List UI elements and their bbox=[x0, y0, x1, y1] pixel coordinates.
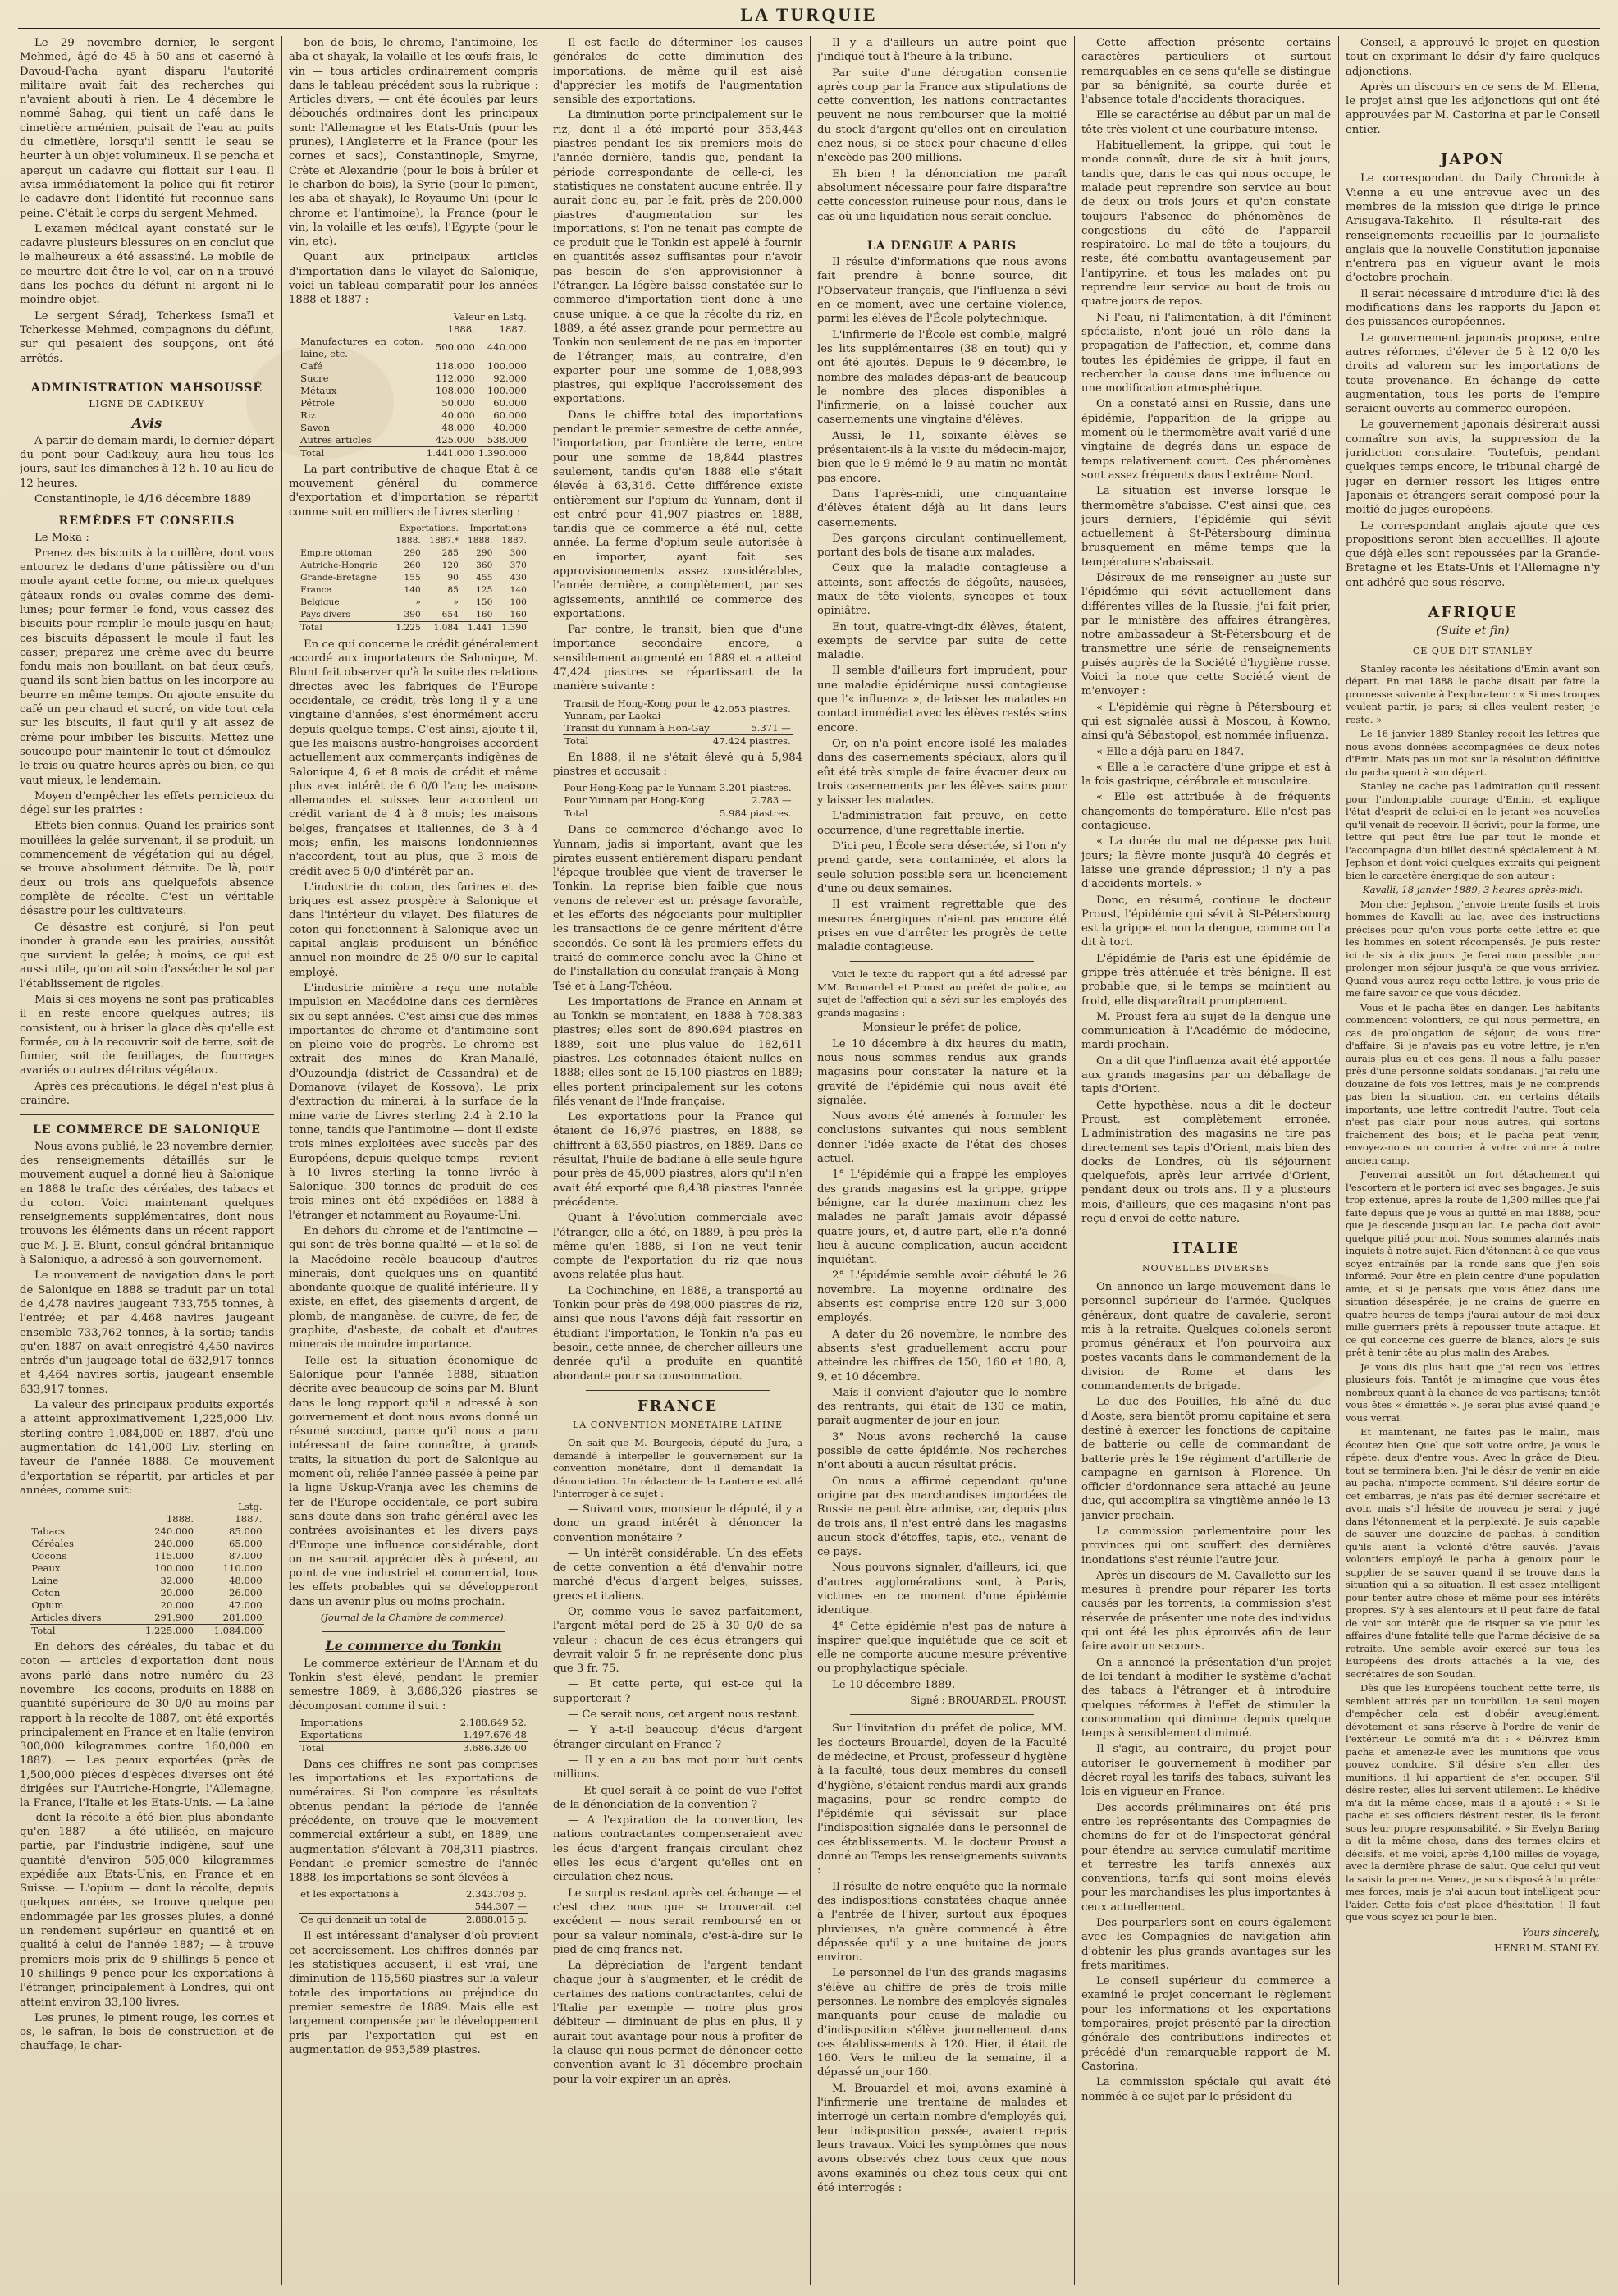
article-paragraph: Il y a d'ailleurs un autre point que j'indiqué tout à l'heure à la tribune. bbox=[817, 37, 1067, 64]
article-paragraph: On a dit que l'influenza avait été apportée aux grands magasins par un déballage de tapis d'Orient. bbox=[1081, 1054, 1331, 1096]
column-5 bbox=[1081, 36, 1331, 2281]
article-paragraph: « L'épidémie qui règne à Pétersbourg et qui est signalée aussi à Moscou, à Kowno, ainsi qu'à Sébastopol, est nommée influenza. bbox=[1081, 701, 1331, 743]
article-paragraph: Stanley raconte les hésitations d'Emin avant son départ. En mai 1888 le pacha disait par faire la promesse suivante à l'explorateur : « Si mes troupes veulent partir, je pars; si elles veulent rester, je reste. » bbox=[1346, 662, 1600, 725]
article-paragraph: Le gouvernement japonais propose, entre autres réformes, d'élever de 5 à 12 0/0 les droits ad valorem sur les importations de toute provenance. En échange de cette augmentation, tous les ports de l'empire seraient ouverts au commerce européen. bbox=[1346, 332, 1600, 416]
article-paragraph: Le gouvernement japonais désirerait aussi connaître son avis, la suppression de la juridiction consulaire. Toutefois, pendant quelques temps encore, le tribunal chargé de juger en dernier ressort les litiges entre Japonais et étrangers serait composé pour la moitié de juges européens. bbox=[1346, 418, 1600, 517]
article-paragraph: On a constaté ainsi en Russie, dans une épidémie, l'apparition de la grippe au moment où le thermomètre avait varié d'une vingtaine de degrés dans un espace de temps relativement court. Ces phénomènes sont assez fréquents dans l'extrême Nord. bbox=[1081, 398, 1331, 482]
article-paragraph: Nous avons été amenés à formuler les conclusions suivantes qui nous semblent donner l'idée exacte de l'état des choses actuel. bbox=[817, 1110, 1067, 1166]
article-paragraph: Quant à l'évolution commerciale avec l'étranger, elle a été, en 1889, à peu près la même qu'en 1888, si l'on ne veut tenir compte de l'exportation du riz que nous avons relatée plus haut. bbox=[553, 1212, 802, 1282]
table-total-row: Total 1.225 1.084 1.441 1.390 bbox=[300, 622, 527, 633]
table-total-row: Total 3.686.326 00 bbox=[300, 1741, 527, 1754]
article-paragraph: Il s'agit, au contraire, du projet pour autoriser le gouvernement à modifier par décret royal les tarifs des tabacs, suivant les lois en vigueur en France. bbox=[1081, 1743, 1331, 1799]
article-paragraph: Mon cher Jephson, j'envoie trente fusils et trois hommes de Kavalli au lac, avec des instructions précises pour qu'on vous porte cette lettre et que les hommes en soient récompensés. Je puis rester ici de six à dix jours. Je ferai mon possible pour prolonger mon séjour jusqu'à ce que vous arriviez. Quand vous aurez reçu cette lettre, je vous prie de me faire savoir ce que vous décidez. bbox=[1346, 898, 1600, 999]
article-paragraph: Telle est la situation économique de Salonique pour l'année 1888, situation décrite avec beaucoup de soins par M. Blunt dans le long rapport qu'il a adressé à son gouvernement et dont nous avons donné un résumé succinct, parce qu'il nous a paru intéressant de faire connaître, à grands traits, la situation du port de Salonique au moment où, reliée l'année passée à peine par la ligne Uskup-Vranja avec les chemins de fer de l'Europe occidentale, ce port subira sans doute dans son trafic général avec les contrées avoisinantes et les divers pays d'Europe une influence considérable, dont on ne saurait apprécier dès à présent, au point de vue industriel et commercial, tous les effets probables qui se développeront dans un avenir plus ou moins prochain. bbox=[289, 1354, 538, 1608]
section-heading: AFRIQUE bbox=[1428, 603, 1518, 621]
article-paragraph: La commission parlementaire pour les provinces qui ont souffert des dernières inondations s'est réunie l'autre jour. bbox=[1081, 1525, 1331, 1566]
article-paragraph: — Et cette perte, qui est-ce qui la supporterait ? bbox=[553, 1678, 802, 1705]
article-paragraph: Ceux que la maladie contagieuse a atteints, sont affectés de dégoûts, nausées, maux de tête violents, syncopes et toux opiniâtre. bbox=[817, 562, 1067, 618]
table-total-row: Total 5.984 piastres. bbox=[564, 807, 792, 820]
table-row: Opium 20.000 47.000 bbox=[31, 1599, 263, 1612]
article-paragraph: Le personnel de l'un des grands magasins s'élève au chiffre de près de trois mille personnes. Le nombre des employés signalés manquants pour cause de maladie ou d'indisposition s'élève journellement dans ces établissements à 120. Hier, il était de 160. Vers le milieu de la semaine, il a dépassé un jour 160. bbox=[817, 1967, 1067, 2079]
article-paragraph: La Cochinchine, en 1888, a transporté au Tonkin pour près de 498,000 piastres de riz, ainsi que nous l'avons déjà fait ressortir en étudiant l'importation, le Tonkin n'a pas eu besoin, cette année, de chercher ailleurs une denrée qu'il a produite en quantité abondante pour sa consommation. bbox=[553, 1284, 802, 1383]
table-total-row: Total 1.441.000 1.390.000 bbox=[300, 446, 527, 459]
article-paragraph: Effets bien connus. Quand les prairies sont mouillées la gelée survenant, il se produit, un commencement de végétation qui au dégel, se trouve absolument détruite. De là, pour deux ou trois ans quelquefois absence complète de récolte. C'est un véritable désastre pour les cultivateurs. bbox=[20, 820, 274, 918]
article-paragraph: « Elle a déjà paru en 1847. bbox=[1096, 745, 1245, 758]
letter-closing: Yours sincerely, bbox=[1522, 1926, 1600, 1938]
article-paragraph: — Ce serait nous, cet argent nous restant. bbox=[568, 1708, 800, 1722]
article-paragraph: Vous et le pacha êtes en danger. Les habitants commencent volontiers, ce qui nous permettra, en cas de prolongation de séjour, de vous tirer d'affaire. Si je n'avais pas eu votre lettre, je n'en aurais plus eu et ces gens. Il nous a fallu passer près d'une personne soldats sondanais. J'ai relu une douzaine de fois vos lettres, mais je ne comprends pas bien la situation, car, en certains détails importants, une lettre contredit l'autre. Tout cela n'est pas clair pour nous autres, qui sortons fraîchement des bois; et le pacha peut venir, envoyez-nous un courrier à votre voiture à notre ancien camp. bbox=[1346, 1001, 1600, 1166]
column-6 bbox=[1346, 36, 1600, 2281]
article-paragraph: Mais il convient d'ajouter que le nombre des rentrants, qui était de 130 ce matin, paraît augmenter de jour en jour. bbox=[817, 1386, 1067, 1428]
article-paragraph: On annonce un large mouvement dans le personnel supérieur de l'armée. Quelques généraux, dont quatre de cavalerie, seront mis à la retraite. Quelques colonels seront promus généraux et l'on pourvoira aux postes vacants dans le commandement de la division de Rome et dans les commandements de brigade. bbox=[1081, 1280, 1331, 1393]
section-subheading: LA CONVENTION MONÉTAIRE LATINE bbox=[573, 1420, 783, 1431]
article-paragraph: Conseil, a approuvé le projet en question tout en exprimant le désir d'y faire quelques adjonctions. bbox=[1346, 37, 1600, 78]
table-row: Articles divers 291.900 281.000 bbox=[31, 1612, 263, 1624]
article-paragraph: On nous a affirmé cependant qu'une origine par des marchandises importées de Russie ne peut être admise, car, depuis plus de trois ans, il n'est entré dans les magasins aucun stock d'étoffes, tapis, etc., venant de ce pays. bbox=[817, 1475, 1067, 1559]
article-paragraph: Cette affection présente certains caractères particuliers et surtout remarquables en ce sens qu'elle se distingue par sa bénignité, sa courte durée et l'absence totale d'accidents thoraciques. bbox=[1081, 37, 1331, 107]
article-paragraph: — A l'expiration de la convention, les nations contractantes compenseraient avec les écus d'argent français circulant chez elles les écus d'argent qu'elles ont en circulation chez nous. bbox=[553, 1814, 802, 1884]
article-paragraph: Il est intéressant d'analyser d'où provient cet accroissement. Les chiffres donnés par les statistiques accusent, il est vrai, une diminution de 115,560 piastres sur la valeur totale des importations au préjudice du premier semestre de 1889. Mais elle est largement compensée par le développement pris par l'exportation qui est en augmentation de 953,589 piastres. bbox=[289, 1930, 538, 2056]
article-paragraph: En 1888, il ne s'était élevé qu'à 5,984 piastres et accusait : bbox=[553, 751, 802, 778]
article-paragraph: L'industrie du coton, des farines et des briques est assez prospère à Salonique et dans l'intérieur du vilayet. Des filatures de coton qui fonctionnent à Salonique avec un capital anglais produisent un bénéfice annuel non moindre de 25 0/0 sur le capital employé. bbox=[289, 880, 538, 979]
article-paragraph: En tout, quatre-vingt-dix élèves, étaient, exempts de service par suite de cette maladie. bbox=[817, 620, 1067, 662]
article-paragraph: Habituellement, la grippe, qui tout le monde connaît, dure de six à huit jours, tandis que, dans le cas qui nous occupe, le malade peut reprendre son service au bout de deux ou trois jours et qu'on constate toujours l'absence de phénomènes de congestions du côté de l'appareil respiratoire. Le mal de tête a toujours, du reste, été combattu avantageusement par l'antipyrine, et tous les malades ont pu reprendre leur service au bout de trois ou quatre jours de repos. bbox=[1081, 139, 1331, 309]
table-unit: Lstg. bbox=[238, 1501, 263, 1513]
article-paragraph: On a annoncé la présentation d'un projet de loi tendant à modifier le système d'achat des tabacs à l'étranger et à introduire quelques réformes à l'effet de stimuler la consommation qui diminue depuis quelque temps à sensiblement diminué. bbox=[1081, 1656, 1331, 1740]
letter-signature: HENRI M. STANLEY. bbox=[1494, 1942, 1600, 1955]
article-paragraph: « La durée du mal ne dépasse pas huit jours; la fièvre monte jusqu'à 40 degrés et laisse une grande dépression; il n'y a pas d'accidents mortels. » bbox=[1081, 835, 1331, 891]
article-paragraph: Moyen d'empêcher les effets pernicieux du dégel sur les prairies : bbox=[20, 789, 274, 817]
table-row: et les exportations à 2.343.708 p. bbox=[300, 1888, 527, 1900]
table-row: Tabacs 240.000 85.000 bbox=[31, 1525, 263, 1538]
table-row: Transit du Yunnam à Hon-Gay 5.371 — bbox=[564, 721, 791, 734]
article-paragraph: Le 10 décembre à dix heures du matin, nous nous sommes rendus aux grands magasins pour constater la nature et la gravité de l'épidémie qui nous avait été signalée. bbox=[817, 1037, 1067, 1107]
article-paragraph: Le sergent Séradj, Tcherkess Ismaïl et Tcherkesse Mehmed, compagnons du défunt, sur qui pesaient des soupçons, ont été arrêtés. bbox=[20, 309, 274, 365]
article-paragraph: Voici le texte du rapport qui a été adressé par MM. Brouardel et Proust au préfet de police, au sujet de l'affection qui a sévi sur les employés des grands magasins : bbox=[817, 968, 1067, 1018]
article-paragraph: Le correspondant du Daily Chronicle à Vienne a eu une entrevue avec un des membres de la mission que dirige le prince Arisugava-Takehito. Il résulte-rait des renseignements recueillis par le journaliste anglais que la nouvelle Constitution japonaise n'entrera pas en vigueur avant le mois d'octobre prochain. bbox=[1346, 172, 1600, 285]
section-heading: LA DENGUE A PARIS bbox=[866, 239, 1017, 253]
article-paragraph: L'examen médical ayant constaté sur le cadavre plusieurs blessures on en conclut que le malheureux a été assassiné. Le mobile de ce meurtre doit être le vol, car on n'a trouvé dans les poches du défunt ni argent ni le moindre objet. bbox=[20, 222, 274, 307]
table-row: Sucre 112.000 92.000 bbox=[300, 372, 527, 384]
article-paragraph: Dans l'après-midi, une cinquantaine d'élèves étaient déjà au lit dans leurs casernements. bbox=[817, 487, 1067, 529]
article-paragraph: Ce désastre est conjuré, si l'on peut inonder à grande eau les prairies, aussitôt que survient la gelée; à moins, ce qui est aussi utile, qu'on ait soin d'assécher le sol par l'établissement de rigoles. bbox=[20, 921, 274, 990]
article-paragraph: La commission spéciale qui avait été nommée à ce sujet par le président du bbox=[1081, 2076, 1331, 2103]
masthead-rule bbox=[18, 28, 1600, 33]
article-paragraph: Des pourparlers sont en cours également avec les Compagnies de navigation afin d'obtenir les plus grands avantages sur les frets maritimes. bbox=[1081, 1917, 1331, 1972]
column-rule bbox=[1338, 36, 1339, 2285]
article-paragraph: Et maintenant, ne faites pas le malin, mais écoutez bien. Quel que soit votre ordre, je vous le répète, deux d'entre vous. Avec la grâce de Dieu, tout se terminera bien. J'ai le désir de venir en aide au pacha, n'importe comment. S'il désire sortir de cet embarras, je n'ais pas été dernier secrétaire et avoir, mais s'il hésite de nouveau je serai y jugé dans l'étonnement et la perplexité. Je suis capable de sauver une douzaine de pachas, à condition qu'ils aient la volonté d'être sauvés. J'avais volontiers employé le pacha à genoux pour le supplier de se sauver quand il se trouve dans la situation qui a sa situation. Il est assez intelligent pour tenter autre chose et même pour ses intérêts propres. S'y à ses alentours et il peut faire de fatal de voir son intérêt que de risquer sa vie pour les affaires d'une fatalité telle que l'arme décisive de sa retraite. Une semble avoir exercé sur tous les Européens des droits attachés à la vie, des secrétaires de son Soudan. bbox=[1346, 1426, 1600, 1680]
section-heading: JAPON bbox=[1440, 151, 1506, 169]
table-row: France 140 85 125 140 bbox=[300, 584, 527, 595]
section-heading: FRANCE bbox=[637, 1397, 719, 1415]
table-row: Belgique » » 150 100 bbox=[300, 597, 527, 607]
table-row: Autres articles 425.000 538.000 bbox=[300, 433, 527, 446]
article-paragraph: La valeur des principaux produits exportés a atteint approximativement 1,225,000 Liv. sterling contre 1,084,000 en 1887, d'où une augmentation de 141,000 Liv. sterling en faveur de l'année 1888. Ce mouvement d'exportation se répartit, par articles et par années, comme suit: bbox=[20, 1399, 274, 1497]
article-paragraph: Mais si ces moyens ne sont pas praticables il en reste encore quelques autres; ils consistent, ou à briser la glace dès qu'elle est formée, ou à la recouvrir soit de terre, soit de fumier, soit de feuillages, de fourrages avariés ou autres détritus végétaux. bbox=[20, 994, 274, 1077]
column-rule bbox=[1074, 36, 1075, 2285]
article-paragraph: Il résulte d'informations que nous avons fait prendre à bonne source, dit l'Observateur français, que l'influenza a sévi en ce moment, avec une certaine violence, parmi les élèves de l'École polytechnique. bbox=[817, 256, 1067, 326]
article-paragraph: — Y a-t-il beaucoup d'écus d'argent étranger circulant en France ? bbox=[553, 1724, 802, 1751]
section-rule bbox=[322, 1631, 505, 1632]
table-row: Importations 2.188.649 52. bbox=[300, 1716, 527, 1728]
article-paragraph: Il est vraiment regrettable que des mesures énergiques n'aient pas encore été prises en vue d'arrêter les progrès de cette maladie contagieuse. bbox=[817, 899, 1067, 954]
article-paragraph: Les importations de France en Annam et au Tonkin se montaient, en 1888 à 708.383 piastres; elles sont de 890.694 piastres en 1889, soit une plus-value de 182,611 piastres. Les cotonnades étaient nulles en 1888; elles sont de 15,100 piastres en 1889; elles portent principalement sur les cotons filés venant de l'Inde française. bbox=[553, 995, 802, 1108]
article-paragraph: Eh bien ! la dénonciation me paraît absolument nécessaire pour faire disparaître cette concession ruineuse pour nous, dans le cas où une liquidation nous serait conclue. bbox=[817, 167, 1067, 223]
article-paragraph: 2° L'épidémie semble avoir débuté le 26 novembre. La moyenne ordinaire des absents est comprise entre 120 sur 3,000 employés. bbox=[817, 1269, 1067, 1325]
trade-by-country-table: Exportations. Importations 1888. 1887.* 1888. 1887. Empire ottoman 290 285 290 300 Autriche-Hongrie 260 120 360 370 Grande-Bretagne 155 90 455 430 France 140 85 125 140 Belgique » » 150 100 Pays divers 390 654 160 160 Total 1.225 1.084 1.441 1.390 bbox=[300, 523, 527, 633]
article-paragraph: Dans ces chiffres ne sont pas comprises les importations et les exportations de numéraires. Si l'on compare les résultats obtenus pendant la période de l'année précédente, on trouve que le mouvement commercial extérieur a subi, en 1889, une augmentation s'élevant à 708,311 piastres. Pendant le premier semestre de l'année 1888, les importations se sont élevées à bbox=[289, 1758, 538, 1885]
article-paragraph: « Elle est attribuée à de fréquents changements de température. Elle n'est pas contagieuse. bbox=[1081, 791, 1331, 833]
section-subheading: LIGNE DE CADIKEUY bbox=[89, 399, 205, 410]
article-paragraph: Le Moka : bbox=[34, 531, 89, 544]
section-heading: Le commerce du Tonkin bbox=[325, 1638, 502, 1654]
table-row: Laine 32.000 48.000 bbox=[31, 1575, 263, 1587]
masthead bbox=[0, 0, 1618, 33]
article-paragraph: Il résulte de notre enquête que la normale des indispositions constatées chaque année à l'entrée de l'hiver, surtout aux époques pluvieuses, n'a guère commencé à être dépassée qu'il y a une huitaine de jours environ. bbox=[817, 1880, 1067, 1964]
transit-table bbox=[563, 697, 793, 748]
article-paragraph: Des garçons circulant continuellement, portant des bols de tisane aux malades. bbox=[817, 532, 1067, 560]
table-row: Pétrole 50.000 60.000 bbox=[300, 396, 527, 409]
article-paragraph: A dater du 26 novembre, le nombre des absents s'est graduellement accru pour atteindre les chiffres de 150, 160 et 180, 8, 9, et 10 décembre. bbox=[817, 1328, 1067, 1384]
report-signature: Signé : BROUARDEL. PROUST. bbox=[910, 1695, 1067, 1707]
article-paragraph: Le mouvement de navigation dans le port de Salonique en 1888 se traduit par un total de 4,478 navires jaugeant 733,755 tonnes, à l'entrée; et par 4,468 navires jaugeant ensemble 733,762 tonnes, à la sortie; tandis qu'en 1887 on avait enregistré 4,450 navires entrés d'un jaugeage total de 632,917 tonnes et 4,464 navires sortis, jaugeant ensemble 633,917 tonnes. bbox=[20, 1269, 274, 1396]
article-paragraph: L'administration fait preuve, en cette occurrence, d'une regrettable inertie. bbox=[817, 810, 1067, 837]
article-paragraph: Or, on n'a point encore isolé les malades dans des casernements spéciaux, alors qu'il eût été très simple de faire évacuer deux ou trois casernements par les élèves sains pour y laisser les malades. bbox=[817, 737, 1067, 807]
table-row: Coton 20.000 26.000 bbox=[31, 1587, 263, 1599]
column-rule bbox=[810, 36, 811, 2285]
article-paragraph: Il semble d'ailleurs fort imprudent, pour une maladie épidémique aussi contagieuse que l'« influenza », de laisser les malades en contact immédiat avec les élèves restés sains encore. bbox=[817, 665, 1067, 734]
article-paragraph: Les exportations pour la France qui étaient de 16,976 piastres, en 1888, se chiffrent à 63,550 piastres, en 1889. Dans ce résultat, l'huile de badiane à elle seule figure pour près de 45,000 piastres, alors qu'il n'en avait été exporté que 8,438 piastres l'année précédente. bbox=[553, 1111, 802, 1209]
article-paragraph: Le correspondant anglais ajoute que ces propositions seront bien accueillies. Il ajoute que déjà elles sont repoussées par la Grande-Bretagne et les Etats-Unis et l'Allemagne n'y ont adhéré que sous réserve. bbox=[1346, 519, 1600, 589]
column-1 bbox=[20, 36, 274, 2281]
table-row: Autriche-Hongrie 260 120 360 370 bbox=[300, 560, 527, 570]
table-year: 1888. bbox=[166, 1513, 194, 1525]
table-row: 544.307 — bbox=[474, 1900, 527, 1913]
article-paragraph: M. Proust fera au sujet de la dengue une communication à l'Académie de médecine, mardi prochain. bbox=[1081, 1010, 1331, 1052]
section-rule bbox=[20, 1114, 274, 1115]
article-paragraph: M. Brouardel et moi, avons examiné à l'infirmerie une trentaine de malades et interrogé un certain nombre d'employés qui, leur indisposition passée, avaient repris leurs travaux. Voici les symptômes que nous avons observés chez tous ceux que nous avons examinés ou chez tous ceux qui ont été interrogés : bbox=[817, 2082, 1067, 2194]
table-row: Métaux 108.000 100.000 bbox=[300, 384, 527, 396]
article-paragraph: Or, comme vous le savez parfaitement, l'argent métal perd de 25 à 30 0/0 de sa valeur : chacun de ces écus étrangers qui devrait valoir 5 fr. ne représente donc plus que 3 fr. 75. bbox=[553, 1606, 802, 1676]
article-paragraph: « Elle a le caractère d'une grippe et est à la fois gastrique, cérébrale et musculaire. bbox=[1081, 761, 1331, 789]
article-paragraph: Prenez des biscuits à la cuillère, dont vous entourez le dedans d'une pâtissière ou d'un moule ayant cette forme, ou mieux quelques gâteaux ronds ou ovales comme des demi-lunes; pour fermer le fond, vous cassez des biscuits pour remplir le moule jusqu'en haut; ces biscuits dépassent le moule il faut les casser; préparez une crème avec du beurre fondu mais non bouillant, on bat deux œufs, quand ils sont bien battus on les incorpore au beurre en même temps. On ajoute ensuite du café un peu chaud et sucré, on vide tout cela sur les biscuits, il faut qu'il y ait assez de crème pour imbiber les biscuits. Mettez une soucoupe pour maintenir le tout et démoulez-le trois ou quatre heures après ou bien, ce qui vaut mieux, le lendemain. bbox=[20, 547, 274, 787]
article-paragraph: Aussi, le 11, soixante élèves se présentaient-ils à la visite du médecin-major, bien que le 9 mémé le 9 au matin ne montât pas encore. bbox=[817, 429, 1067, 485]
table-row: Grande-Bretagne 155 90 455 430 bbox=[300, 572, 527, 583]
table-row: Manufactures en coton, laine, etc. 500.000 440.000 bbox=[300, 335, 527, 359]
article-paragraph: Donc, en résumé, continue le docteur Proust, l'épidémie qui sévit à St-Pétersbourg est la grippe et non la dengue, comme on l'a dit à tort. bbox=[1081, 894, 1331, 949]
column-2 bbox=[289, 36, 538, 2281]
article-paragraph: Dans ce commerce d'échange avec le Yunnam, jadis si important, avant que les pirates eussent entièrement disparu pendant l'époque troublée que vient de traverser le Tonkin. La reprise bien faible que nous venons de relever est un présage favorable, et les efforts des négociants pour multiplier les transactions de ce genre méritent d'être secondés. Ce sont là les premiers effets du traité de commerce conclu avec la Chine et de l'installation du consulat français à Mong-Tsé et à Lang-Tchéou. bbox=[553, 824, 802, 993]
notice-dateline: Constantinople, le 4/16 décembre 1889 bbox=[34, 492, 252, 505]
article-paragraph: La diminution porte principalement sur le riz, dont il a été importé pour 353,443 piastres pendant les six premiers mois de l'année dernière, tandis que, pendant la période correspondante de celle-ci, les statistiques ne constatent aucune entrée. Il y aurait donc eu, par le fait, près de 200,000 piastres d'augmentation sur les importations, si l'on ne tenait pas compte de ce produit que le Tonkin est appelé à fournir en quantités assez suffisantes pour n'avoir pas besoin de s'en approvisionner à l'étranger. La légère baisse constatée sur le commerce d'importation tient donc à une cause unique, à ce que la récolte du riz, en 1889, a été assez grande pour permettre au Tonkin non seulement de ne pas en importer de l'étranger, mais, au contraire, d'en exporter pour une somme de 1,088,993 piastres, qui explique l'accroissement des exportations. bbox=[553, 109, 802, 406]
section-subheading: NOUVELLES DIVERSES bbox=[1141, 1262, 1271, 1274]
section-heading: LE COMMERCE DE SALONIQUE bbox=[33, 1123, 261, 1137]
table-row: Empire ottoman 290 285 290 300 bbox=[300, 547, 527, 558]
article-paragraph: L'industrie minière a reçu une notable impulsion en Macédoine dans ces dernières six ou sept années. C'est ainsi que des mines importantes de chrome et d'antimoine sont en pleine voie de progrès. Le chrome est extrait des mines de Kran-Mahallé, d'Ouzoundja (district de Cassandra) et de Domanova (vilayet de Kossova). Le prix d'extraction du minerai, à la surface de la mine varie de Livres sterling 2.4 à 2.10 la tonne, tandis que l'antimoine — dont il existe trois mines exploitées avec succès par des Européens, depuis quelque temps — revient à 10 livres sterling la tonne livrée à Salonique. 300 tonnes de produit de ces trois mines ont été expédiées en 1888 à l'étranger et notamment au Royaume-Uni. bbox=[289, 981, 538, 1222]
article-salutation: Monsieur le préfet de police, bbox=[862, 1022, 1022, 1035]
article-paragraph: Ni l'eau, ni l'alimentation, à dit l'éminent spécialiste, n'ont joué un rôle dans la propagation de l'affection, et, comme dans toutes les épidémies de grippe, il faut en rechercher la cause dans une influence ou une modification atmosphérique. bbox=[1081, 311, 1331, 396]
section-heading: REMÈDES ET CONSEILS bbox=[58, 515, 235, 528]
article-paragraph: — Suivant vous, monsieur le député, il y a donc un grand intérêt à dénoncer la convention monétaire ? bbox=[553, 1502, 802, 1544]
article-paragraph: Nous pouvons signaler, d'ailleurs, ici, que d'autres agglomérations sont, à Paris, victimes en ce moment d'une épidémie identique. bbox=[817, 1562, 1067, 1617]
article-paragraph: Le commerce extérieur de l'Annam et du Tonkin s'est élevé, pendant le premier semestre 1889, à 3,686,326 piastres se décomposant comme il suit : bbox=[289, 1657, 538, 1713]
exports-table bbox=[30, 1501, 263, 1637]
article-paragraph: Le 10 décembre 1889. bbox=[832, 1678, 956, 1691]
tonkin-1888-table bbox=[299, 1888, 528, 1926]
article-paragraph: La situation est inverse lorsque le thermomètre s'abaisse. C'est ainsi que, ces jours derniers, l'épidémie qui sévit actuellement à St-Pétersbourg diminua brusquement en même temps que la température s'abaissait. bbox=[1081, 485, 1331, 569]
article-paragraph: 1° L'épidémie qui a frappé les employés des grands magasins est la grippe, grippe bénigne, car la durée maximum chez les malades ne paraît jamais avoir dépassé quatre jours, et, d'autre part, elle n'a donné lieu à aucune complication, aucun accident inquiétant. bbox=[817, 1169, 1067, 1267]
article-paragraph: La part contributive de chaque Etat à ce mouvement général du commerce d'exportation et d'importation se répartit comme suit en milliers de Livres sterling : bbox=[289, 463, 538, 519]
article-paragraph: J'enverrai aussitôt un fort détachement qui l'escortera et le portera ici avec ses bagages. Je suis trop exténué, après la route de 1,300 milles que j'ai faite depuis que je vous ai quitté en mai 1888, pour que je descende jusqu'au lac. Le pacha doit avoir quelque pitié pour moi. Nous sommes alarmés mais inquiets à notre sujet. Rien d'étonnant à ce que vous soyez entraînés par la ronde sans que j'en sois informé. Pour être en plein centre d'une population amie, et si je pensais que vous étiez dans une situation désespérée, je ne crains de guerre en quatre heures de temps j'aurai autour de moi deux mille guerriers prêts à repousser toute attaque. Et ce qui concerne ces guerre de blancs, alors je suis prêt à tenir tête au plus malin des Arabes. bbox=[1346, 1169, 1600, 1359]
table-row: Peaux 100.000 110.000 bbox=[31, 1562, 263, 1575]
article-paragraph: Après un discours en ce sens de M. Ellena, le projet ainsi que les adjonctions qui ont été approuvées par M. Castorina et par le Conseil entier. bbox=[1346, 80, 1600, 136]
article-paragraph: On sait que M. Bourgeois, député du Jura, a demandé à interpeller le gouvernement sur la convention monétaire, dont il demandait la dénonciation. Un rédacteur de la Lanterne est allé l'interroger à ce sujet : bbox=[553, 1437, 802, 1500]
section-heading: ITALIE bbox=[1172, 1240, 1240, 1258]
article-paragraph: Le surplus restant après cet échange — et c'est chez nous que se trouverait cet excédent — nous serait remboursé en or pour sa valeur nominale, c'est-à-dire sur le pied de cinq francs net. bbox=[553, 1887, 802, 1956]
section-rule bbox=[586, 1390, 770, 1391]
article-paragraph: Des accords préliminaires ont été pris entre les représentants des Compagnies de chemins de fer et de l'inspectorat général pour étendre au service cumulatif maritime et terrestre les tarifs annexés aux conventions, tarifs qui sont moins élevés pour les marchandises les plus importantes à ceux actuellement. bbox=[1081, 1801, 1331, 1914]
article-paragraph: — Un intérêt considérable. Un des effets de cette convention a été d'envahir notre marché d'écus d'argent belges, suisses, grecs et italiens. bbox=[553, 1547, 802, 1603]
column-rule bbox=[281, 36, 282, 2285]
article-paragraph: Il serait nécessaire d'introduire d'ici là des modifications dans les rapports du Japon et des puissances européennes. bbox=[1346, 287, 1600, 329]
article-paragraph: Les prunes, le piment rouge, les cornes et os, le safran, le bois de construction et de chauffage, le char- bbox=[20, 2011, 274, 2053]
article-paragraph: — Il y en a au bas mot pour huit cents millions. bbox=[553, 1754, 802, 1781]
transit-1888-table bbox=[562, 782, 793, 820]
article-paragraph: Par contre, le transit, bien que d'une importance secondaire encore, a sensiblement augmenté en 1889 et a atteint 47,424 piastres se répartissant de la manière suivante : bbox=[553, 624, 802, 693]
article-paragraph: L'infirmerie de l'École est comble, malgré les lits supplémentaires (38 en tout) qui y ont été ajoutés. Depuis le 9 décembre, le nombre des malades dépas-ant de beaucoup le nombre des places disponibles à l'infirmerie, on a laissé coucher aux casernements une vingtaine d'élèves. bbox=[817, 328, 1067, 427]
notice-heading: Avis bbox=[131, 415, 162, 432]
article-paragraph: Dans le chiffre total des importations pendant le premier semestre de cette année, l'importation, par frontière de terre, entre pour une somme de 18,844 piastres seulement, tandis qu'en 1888 elle s'était élevée à 63,316. Cette différence existe entièrement sur l'opium du Yunnam, dont il est entré pour 41,907 piastres en 1888, tandis que ce commerce a été nul, cette année. La ferme d'opium seule autorisée à en importer, ayant fait ses approvisionnements assez considérables, l'année dernière, a complètement, par ses agissements, annihilé ce commerce des exportations. bbox=[553, 409, 802, 620]
section-rule bbox=[850, 961, 1034, 962]
article-paragraph: Le conseil supérieur du commerce a examiné le projet concernant le règlement pour les informations et les exportations temporaires, projet présenté par la direction générale des contributions indirectes et précédé d'un remarquable rapport de M. Castorina. bbox=[1081, 1975, 1331, 2073]
section-subheading: CE QUE DIT STANLEY bbox=[1412, 645, 1533, 656]
article-paragraph: Le duc des Pouilles, fils aîné du duc d'Aoste, sera bientôt promu capitaine et sera destiné à exercer les fonctions de capitaine de batterie ou celle de commandant de batterie près le 19e régiment d'artillerie de campagne en garnison à Florence. Un officier d'ordonnance sera attaché au jeune duc, qui accomplira sa vingtième année le 13 janvier prochain. bbox=[1081, 1396, 1331, 1522]
section-heading: ADMINISTRATION MAHSOUSSÉ bbox=[30, 381, 263, 395]
table-row: Transit de Hong-Kong pour le Yunnam, par Laokai 42.053 piastres. bbox=[564, 697, 791, 721]
newspaper-title: LA TURQUIE bbox=[740, 4, 878, 25]
table-row: Pour Hong-Kong par le Yunnam 3.201 piastres. bbox=[564, 782, 792, 794]
article-paragraph: Il est facile de déterminer les causes générales de cette diminution des importations, de même qu'il est aisé d'apprécier les motifs de l'augmentation sensible des exportations. bbox=[553, 37, 802, 107]
article-paragraph: Après ces précautions, le dégel n'est plus à craindre. bbox=[20, 1080, 274, 1108]
article-paragraph: Elle se caractérise au début par un mal de tête très violent et une courbature intense. bbox=[1081, 109, 1331, 136]
table-row: Café 118.000 100.000 bbox=[300, 359, 527, 372]
article-paragraph: Par suite d'une dérogation consentie après coup par la France aux stipulations de cette convention, les nations contractantes peuvent ne nous rembourser que la moitié du stock d'argent qu'elles ont en circulation chez nous, si ce stock pour chacune d'elles n'excède pas 200 millions. bbox=[817, 66, 1067, 165]
article-source: (Journal de la Chambre de commerce). bbox=[320, 1612, 507, 1624]
table-year: 1887. bbox=[235, 1513, 263, 1525]
letter-dateline: Kavalli, 18 janvier 1889, 3 heures après-midi. bbox=[1362, 884, 1584, 896]
tonkin-trade-table bbox=[299, 1717, 528, 1754]
article-paragraph: Sur l'invitation du préfet de police, MM. les docteurs Brouardel, doyen de la Faculté de médecine, et Proust, professeur d'hygiène à la faculté, tous deux membres du conseil d'hygiène, s'étaient rendus mardi aux grands magasins, pour se rendre compte de l'épidémie qui sévissait sur place l'indisposition signalée dans le personnel de ces établissements. M. le docteur Proust a donné au Temps les renseignements suivants : bbox=[817, 1722, 1067, 1878]
imports-table: Valeur en Lstg. 1888. 1887. Manufactures en coton, laine, etc. 500.000 440.000 Café 118.000 100.000 Sucre 112.000 92.000 Métaux 108.000 100.000 Pétrole 50.000 60.000 Riz 40.000 60.000 Savon 48.000 40.000 Autres articles 425.000 538.000 Total 1.441.000 1.390.000 bbox=[300, 310, 527, 459]
table-row: Savon 48.000 40.000 bbox=[300, 421, 527, 433]
article-paragraph: 3° Nous avons recherché la cause possible de cette épidémie. Nos recherches n'ont abouti à aucun résultat précis. bbox=[817, 1430, 1067, 1472]
article-paragraph: La dépréciation de l'argent tendant chaque jour à s'augmenter, et le crédit de certaines des nations contractantes, celui de l'Italie par exemple — notre plus gros débiteur — diminuant de plus en plus, il y aurait tout avantage pour nous à profiter de la clause qui nous permet de dénoncer cette convention avant le 31 décembre prochain pour la voir expirer un an après. bbox=[553, 1960, 802, 2086]
table-row: Exportations 1.497.676 48 bbox=[300, 1728, 527, 1740]
article-paragraph: Quant aux principaux articles d'importation dans le vilayet de Salonique, voici un tableau comparatif pour les années 1888 et 1887 : bbox=[289, 251, 538, 307]
article-paragraph: Après un discours de M. Cavalletto sur les mesures à prendre pour réparer les torts causés par les torrents, la commission s'est réservée de présenter une note des individus qui ont été les plus éprouvés afin de leur faire avoir un secours. bbox=[1081, 1569, 1331, 1653]
table-row: Pays divers 390 654 160 160 bbox=[300, 609, 527, 620]
article-paragraph: Le 29 novembre dernier, le sergent Mehmed, âgé de 45 à 50 ans et caserné à Davoud-Pacha ayant disparu l'autorité militaire avait fait des recherches qui n'avaient abouti à rien. Le 4 décembre le nommé Sahag, qui tient un café dans le cimetière arménien, puisait de l'eau au puits du cimetière, lorsqu'il sentit le seau se heurter à un objet volumineux. Il se pencha et aperçut un cadavre qui flottait sur l'eau. Il avisa immédiatement la police qui fit retirer le cadavre dont l'identité fut reconnue sans peine. C'était le corps du sergent Mehmed. bbox=[20, 37, 274, 220]
article-paragraph: Le 16 janvier 1889 Stanley reçoit les lettres que nous avons données accompagnées de deux notes d'Emin. Mais pas un mot sur la résolution définitive du pacha quant à son départ. bbox=[1346, 728, 1600, 778]
column-4 bbox=[817, 36, 1067, 2281]
article-paragraph: Stanley ne cache pas l'admiration qu'il ressent pour l'indomptable courage d'Emin, et explique l'état d'esprit de celui-ci en le jetant »es nouvelles qu'il venait de recevoir. Il écrivit, pour la forme, une lettre qui peut être lue par tout le monde et l'accompagna d'un billet destiné spécialement à M. Jephson et dont voici quelques extraits qui peignent bien le caractère énergique de son auteur : bbox=[1346, 780, 1600, 881]
section-subheading: (Suite et fin) bbox=[1436, 624, 1510, 638]
table-total-row: Total 47.424 piastres. bbox=[564, 734, 791, 747]
article-paragraph: 4° Cette épidémie n'est pas de nature à inspirer quelque inquiétude que ce soit et elle ne comporte aucune mesure préventive ou prophylactique spéciale. bbox=[817, 1620, 1067, 1676]
article-paragraph: bon de bois, le chrome, l'antimoine, les aba et shayak, la volaille et les œufs frais, le vin — tous articles ordinairement compris dans le tableau précédent sous la rubrique : Articles divers, — ont été écoulés par leurs débouchés ordinaires dont les principaux sont: l'Allemagne et les Etats-Unis (pour les prunes), l'Angleterre et la France (pour les cornes et sacs), Constantinople, Smyrne, Crète et Alexandrie (pour le bois à brûler et le charbon de bois), la Syrie (pour le piment, les aba et shayak), le Royaume-Uni (pour le chrome et l'antimoine), la France (pour le vin, la volaille et les œufs), l'Egypte (pour le vin, etc). bbox=[289, 37, 538, 249]
table-total-row: Ce qui donnait un total de 2.888.015 p. bbox=[300, 1914, 527, 1926]
article-paragraph: Dès que les Européens touchent cette terre, ils semblent attirés par un tourbillon. Le seul moyen d'empêcher cela est d'obéir aveuglément, dévotement et sans réserve à l'ordre de venir de l'extérieur. Le comité m'a dit : « Délivrez Emin pacha et amenez-le avec les munitions que vous pouvez conduire. S'il désire s'en aller, des munitions, il lui appartient de s'en occuper. S'il désire rester, elles lui servent utilement. Le khédive m'a dit la même chose, mais il a ajouté : « Si le pacha et ses officiers désirent rester, ils le feront sous leur propre responsabilité. » Sir Evelyn Baring a dit la même chose, dans des termes clairs et décisifs, et me voici, après 4,100 milles de voyage, avec la dernière phrase de salut. Que celui qui veut la saisir la prenne. Venez, je suis disposé à lui prêter mes forces, mais je n'ai aucun tout intelligent pour l'aider. Cette fois c'est place d'hésitation ! Il faut que vous soyez ici pour le bien. bbox=[1346, 1682, 1600, 1923]
table-row: Riz 40.000 60.000 bbox=[300, 409, 527, 421]
article-paragraph: En dehors du chrome et de l'antimoine — qui sont de très bonne qualité — et le sol de la Macédoine recèle beaucoup d'autres minerais, dont quelques-uns en quantité abondante quoique de qualité inférieure. Il y existe, en effet, des gisements d'argent, de plomb, de manganèse, de cuivre, de fer, de graphite, d'asbeste, de cobalt et d'autres minerais de moindre importance. bbox=[289, 1225, 538, 1352]
column-3 bbox=[553, 36, 802, 2281]
article-paragraph: — Et quel serait à ce point de vue l'effet de la dénonciation de la convention ? bbox=[553, 1784, 802, 1811]
table-row: Pour Yunnam par Hong-Kong 2.783 — bbox=[564, 794, 792, 807]
table-total-row: Total 1.225.000 1.084.000 bbox=[31, 1625, 263, 1637]
article-paragraph: Désireux de me renseigner au juste sur l'épidémie qui sévit actuellement dans différentes villes de la Russie, j'ai fait prier, par le ministère des affaires étrangères, notre ambassadeur à St-Pétersbourg et de transmettre une série de renseignements puisés auprès de la Société d'hygiène russe. Voici la note que cette Société vient de m'envoyer : bbox=[1081, 571, 1331, 698]
table-row: Cocons 115.000 87.000 bbox=[31, 1550, 263, 1562]
article-paragraph: D'ici peu, l'École sera désertée, si l'on n'y prend garde, sera contaminée, et alors la seule solution possible sera un licenciement d'une ou deux semaines. bbox=[817, 840, 1067, 895]
article-paragraph: L'épidémie de Paris est une épidémie de grippe très atténuée et très bénigne. Il est probable que, si le temps se maintient au froid, elle disparaîtrait promptement. bbox=[1081, 952, 1331, 1008]
article-paragraph: En dehors des céréales, du tabac et du coton — articles d'exportation dont nous avons parlé dans notre numéro du 23 novembre — les cocons, produits en 1888 en quantité supérieure de 30 0/0 au moins par rapport à la récolte de 1887, ont été exportés principalement en France et en Italie (environ 300,000 kilogrammes contre 160,000 en 1887). — Les peaux exportées (près de 1,500,000 pièces d'espèces diverses ont été dirigées sur l'Autriche-Hongrie, l'Allemagne, la France, l'Italie et les Etats-Unis. — La laine — dont la récolte a été bien plus abondante qu'en 1887 — a été utilisée, en majeure partie, par l'industrie indigène, sauf une quantité d'environ 505,000 kilogrammes expédiée aux Etats-Unis, en France et en Suisse. — L'opium — dont la récolte, depuis quelques années, se trouve quelque peu endommagée par les grosses pluies, a donné un rendement supérieur en quantité et en qualité à celui de l'année 1887; — à trouve premiers mois prix de 9 shillings 5 pence et 10 shillings 9 pence pour les exportations à l'étranger, principalement à Londres, qui ont atteint environ 33,100 livres. bbox=[20, 1641, 274, 2009]
article-paragraph: A partir de demain mardi, le dernier départ du pont pour Cadikeuy, aura lieu tous les jours, sauf les dimanches à 12 h. 10 au lieu de 12 heures. bbox=[20, 434, 274, 490]
article-paragraph: En ce qui concerne le crédit généralement accordé aux importateurs de Salonique, M. Blunt fait observer qu'à la suite des relations directes avec les fabriques de l'Europe occidentale, ce crédit, très long il y a une vingtaine d'années, s'est énormément accru depuis quelque temps. C'est ainsi, ajoute-t-il, que les maisons austro-hongroises accordent actuellement aux commerçants indigènes de Salonique 4, 6 et 8 mois de crédit et même plus avec intérêt de 6 0/0 l'an; les maisons allemandes et suisses leur accordent un crédit variant de 4 à 8 mois; les maisons belges, françaises et italiennes, de 3 à 4 mois; enfin, les maisons londonniennes n'accordent, tout au plus, que 3 mois de crédit avec 5 0/0 d'intérêt par an. bbox=[289, 638, 538, 878]
table-row: Céréales 240.000 65.000 bbox=[31, 1538, 263, 1550]
article-paragraph: Nous avons publié, le 23 novembre dernier, des renseignements détaillés sur le mouvement auquel a donné lieu à Salonique en 1888 le trafic des céréales, des tabacs et du coton. Voici maintenant quelques renseignements supplémentaires, dont nous trouvons les éléments dans un récent rapport que M. J. E. Blunt, consul général britannique à Salonique, a adressé à son gouvernement. bbox=[20, 1140, 274, 1267]
section-rule bbox=[850, 1714, 1034, 1715]
article-paragraph: Je vous dis plus haut que j'ai reçu vos lettres plusieurs fois. Tantôt je m'imagine que vous êtes nombreux quant à la chance de vos partisans; tantôt vous êtes « émiettés ». Je serai plus avisé quand je vous verrai. bbox=[1346, 1361, 1600, 1424]
article-paragraph: Cette hypothèse, nous a dit le docteur Proust, est complètement erronée. L'administration des magasins ne tire pas directement ses tapis d'Orient, mais bien des docks de Londres, où ils séjournent quelquefois, après leur arrivée d'Orient, pendant deux ou trois ans. Il y a plusieurs mois, d'ailleurs, que ces magasins n'ont pas reçu d'envoi de cette nature. bbox=[1081, 1099, 1331, 1226]
